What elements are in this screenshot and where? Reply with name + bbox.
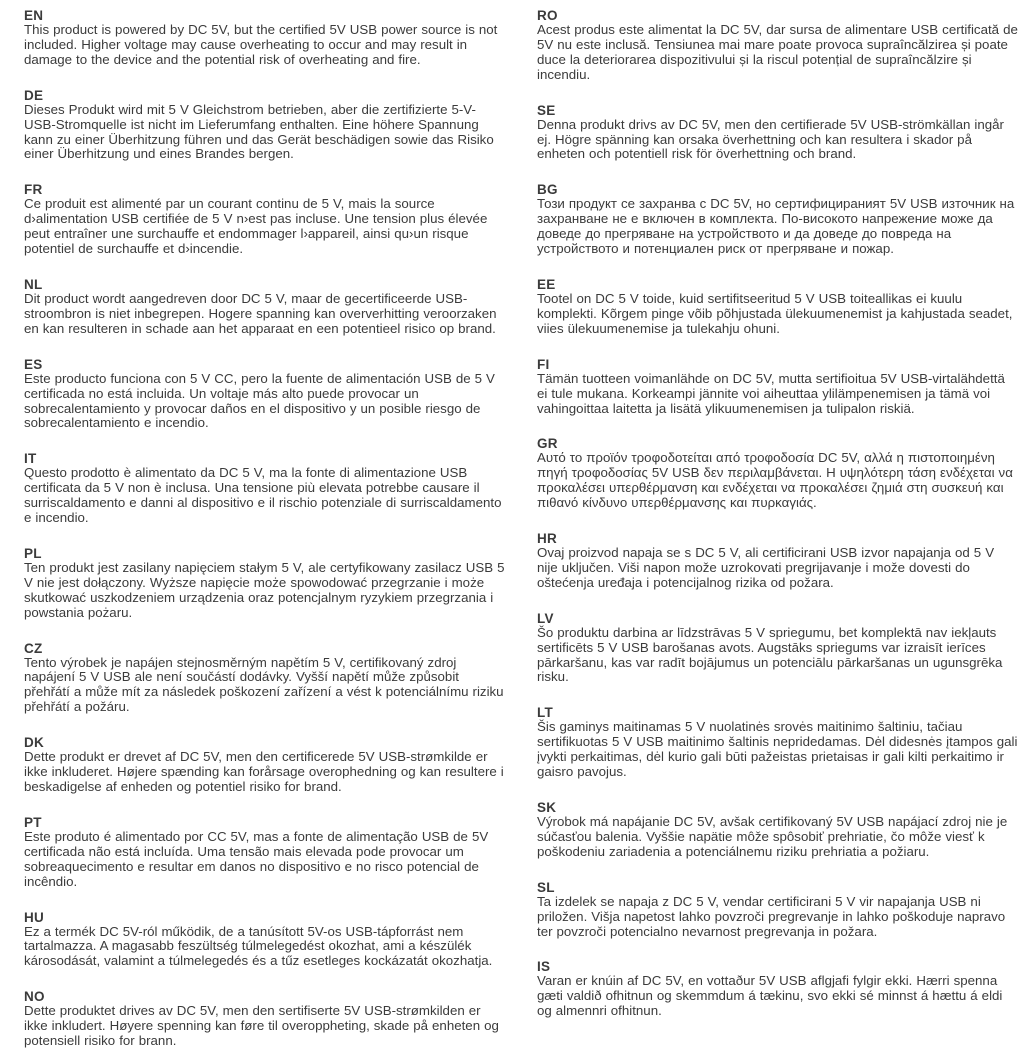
language-warning-text: This product is powered by DC 5V, but the certified 5V USB power source is not included. Higher voltage may cause overheating to occur and may result in damage to the device and the potential risk of overheating and fire. — [24, 22, 498, 67]
language-section-it — [24, 451, 505, 526]
language-section-pt — [24, 815, 505, 890]
language-code-label: SE — [537, 102, 556, 118]
language-code-label: GR — [537, 436, 558, 452]
language-warning-text: Dit product wordt aangedreven door DC 5 V, maar de gecertificeerde USB-stroombron is niet inbegrepen. Hogere spanning kan oververhitting veroorzaken en kan resulteren in schade aan het apparaat en een potentieel risico op brand. — [24, 290, 497, 336]
language-section-sl — [537, 880, 1018, 940]
language-section-lt — [537, 705, 1018, 780]
language-code-label: BG — [537, 182, 558, 198]
language-code-label: IS — [537, 959, 551, 975]
language-section-dk — [24, 735, 505, 795]
language-section-en — [24, 8, 505, 68]
language-section-pl — [24, 546, 505, 621]
language-warning-text: Este producto funciona con 5 V CC, pero la fuente de alimentación USB de 5 V certificada no está incluida. Un voltaje más alto puede provocar un sobrecalentamiento y provocar daños en el dispositivo y un posible riesgo de sobrecalentamiento e incendio. — [24, 370, 495, 431]
language-warning-text: Denna produkt drivs av DC 5V, men den certifierade 5V USB-strömkällan ingår ej. Högre spänning kan orsaka överhettning och kan resultera i skador på enheten och potentiell risk för överhettning och brand. — [537, 116, 1004, 162]
language-code-label: HR — [537, 531, 557, 547]
language-code-label: LV — [537, 610, 554, 626]
language-warning-text: Αυτό το προϊόν τροφοδοτείται από τροφοδοσία DC 5V, αλλά η πιστοποιημένη πηγή τροφοδοσίας 5V USB δεν περιλαμβάνεται. Η υψηλότερη τάση ενδέχεται να προκαλέσει υπερθέρμανση και ενδέχεται να προκαλέσει ζημιά στη συσκευή και πιθανό κίνδυνο υπερθέρμανσης και πυρκαγιάς. — [537, 450, 1013, 511]
language-code-label: SL — [537, 879, 555, 895]
language-code-label: PT — [24, 814, 42, 830]
language-section-de — [24, 88, 505, 163]
language-warning-text: Dette produkt er drevet af DC 5V, men den certificerede 5V USB-strømkilde er ikke inkluderet. Højere spænding kan forårsage overophedning og kan resultere i beskadigelse af enheden og potentiel risiko for brand. — [24, 749, 504, 794]
language-warning-text: Questo prodotto è alimentato da DC 5 V, ma la fonte di alimentazione USB certificata da 5 V non è inclusa. Una tensione più elevata potrebbe causare il surriscaldamento e danni al dispositivo e il rischio potenziale di surriscaldamento e incendio. — [24, 465, 502, 526]
language-section-is — [537, 959, 1018, 1019]
language-code-label: RO — [537, 8, 558, 23]
language-warning-text: Šo produktu darbina ar līdzstrāvas 5 V spriegumu, bet komplektā nav iekļauts sertificēts 5 V USB barošanas avots. Augstāks spriegums var izraisīt ierīces pārkaršanu, kas var radīt bojājumus un potenciālu pārkaršanas un ugunsgrēka risku. — [537, 624, 1003, 685]
language-section-fi — [537, 357, 1018, 417]
language-code-label: DK — [24, 735, 44, 751]
language-code-label: FI — [537, 356, 550, 372]
language-code-label: IT — [24, 451, 37, 467]
language-code-label: NL — [24, 276, 43, 292]
language-warning-text: Výrobok má napájanie DC 5V, avšak certifikovaný 5V USB napájací zdroj nie je súčasťou balenia. Vyššie napätie môže spôsobiť prehriatie, čo môže viesť k poškodeniu zariadenia a potenciálnemu riziku prehriatia a požiaru. — [537, 814, 1008, 859]
language-warning-text: Tämän tuotteen voimanlähde on DC 5V, mutta sertifioitua 5V USB-virtalähdettä ei tule mukana. Korkeampi jännite voi aiheuttaa ylilämpenemisen ja tämä voi vahingoittaa laitetta ja lisätä ylikuumenemisen ja tulipalon riskiä. — [537, 370, 1005, 416]
language-section-fr — [24, 182, 505, 257]
language-section-lv — [537, 611, 1018, 686]
language-warning-text: Tootel on DC 5 V toide, kuid sertifitseeritud 5 V USB toiteallikas ei kuulu komplekti. Kõrgem pinge võib põhjustada ülekuumenemist ja kahjustada seadet, viies ülekuumenemise ja tulekahju ohuni. — [537, 290, 1013, 336]
language-warning-text: Ovaj proizvod napaja se s DC 5 V, ali certificirani USB izvor napajanja od 5 V nije uključen. Viši napon može uzrokovati pregrijavanje i može dovesti do oštećenja uređaja i potencijalnog rizika od požara. — [537, 545, 995, 590]
language-code-label: PL — [24, 545, 42, 561]
right-column — [537, 8, 1018, 1019]
language-section-ee — [537, 277, 1018, 337]
language-code-label: ES — [24, 356, 43, 372]
language-section-sk — [537, 800, 1018, 860]
language-section-no — [24, 989, 505, 1049]
language-code-label: NO — [24, 989, 45, 1005]
language-code-label: LT — [537, 705, 553, 721]
language-section-ro — [537, 8, 1018, 83]
language-warning-text: Ta izdelek se napaja z DC 5 V, vendar certificirani 5 V vir napajanja USB ni priložen. Višja napetost lahko povzroči pregrevanje in lahko poškoduje napravo ter povzroči potencialno nevarnost pregrevanja in požara. — [537, 893, 1006, 939]
language-warning-text: Tento výrobek je napájen stejnosměrným napětím 5 V, certifikovaný zdroj napájení 5 V USB ale není součástí dodávky. Vyšší napětí může způsobit přehřátí a může mít za následek poškození zařízení a vést k potenciálnímu riziku přehřátí a požáru. — [24, 654, 504, 715]
language-section-hr — [537, 531, 1018, 591]
language-warning-text: Dette produktet drives av DC 5V, men den sertifiserte 5V USB-strømkilden er ikke inkludert. Høyere spenning kan føre til overoppheting, skade på enheten og potensiell risiko for brann. — [24, 1003, 499, 1049]
language-warning-text: Dieses Produkt wird mit 5 V Gleichstrom betrieben, aber die zertifizierte 5-V-USB-Stromquelle ist nicht im Lieferumfang enthalten. Eine höhere Spannung kann zu einer Überhitzung führen und das Gerät beschädigen sowie das Risiko einer Überhitzung und eines Brandes bergen. — [24, 101, 494, 162]
language-warning-text: Este produto é alimentado por CC 5V, mas a fonte de alimentação USB de 5V certificada não está incluída. Uma tensão mais elevada pode provocar um sobreaquecimento e resultar em danos no dispositivo e no risco potencial de incêndio. — [24, 828, 489, 889]
language-section-nl — [24, 277, 505, 337]
language-warning-text: Šis gaminys maitinamas 5 V nuolatinės srovės maitinimo šaltiniu, tačiau sertifikuotas 5 V USB maitinimo šaltinis nepridedamas. Dėl didesnės įtampos gali įvykti perkaitimas, dėl kurio gali būti pažeistas prietaisas ir gali kilti perkaitimo ir gaisro pavojus. — [537, 719, 1018, 780]
language-warning-text: Ce produit est alimenté par un courant continu de 5 V, mais la source d›alimentation USB certifiée de 5 V n›est pas incluse. Une tension plus élevée peut entraîner une surchauffe et endommager l›appareil, ainsi qu›un risque potentiel de surchauffe et d›incendie. — [24, 196, 488, 257]
language-section-hu — [24, 910, 505, 970]
language-code-label: HU — [24, 909, 44, 925]
language-code-label: EE — [537, 276, 556, 292]
language-section-bg — [537, 182, 1018, 257]
language-code-label: CZ — [24, 640, 43, 656]
language-warning-text: Acest produs este alimentat la DC 5V, dar sursa de alimentare USB certificată de 5V nu este inclusă. Tensiunea mai mare poate provoca supraîncălzirea și poate duce la deteriorarea dispozitivului și la riscul potențial de supraîncălzire și incendiu. — [537, 22, 1018, 82]
language-warning-text: Ten produkt jest zasilany napięciem stałym 5 V, ale certyfikowany zasilacz USB 5 V nie jest dołączony. Wyższe napięcie może spowodować przegrzanie i może skutkować uszkodzeniem urządzenia oraz potencjalnym ryzykiem przegrzania i powstania pożaru. — [24, 559, 505, 620]
language-code-label: EN — [24, 8, 44, 23]
left-column — [24, 8, 505, 1049]
language-section-gr — [537, 436, 1018, 511]
language-section-es — [24, 357, 505, 432]
language-warning-text: Varan er knúin af DC 5V, en vottaður 5V USB aflgjafi fylgir ekki. Hærri spenna gæti valdið ofhitnun og skemmdum á tækinu, svo ekki sé minnst á hættu á eldi og almennri ofhitnun. — [537, 973, 1003, 1019]
language-code-label: FR — [24, 182, 43, 198]
language-warning-text: Този продукт се захранва с DC 5V, но сертифицираният 5V USB източник на захранване не е включен в комплекта. По-високото напрежение може да доведе до прегряване на устройството и да доведе до повреда на устройството и потенциален риск от прегряване и пожар. — [537, 196, 1015, 257]
language-warning-text: Ez a termék DC 5V-ról működik, de a tanúsított 5V-os USB-tápforrást nem tartalmazza. A magasabb feszültség túlmelegedést okozhat, ami a készülék károsodását, valamint a túlmelegedés és a tűz esetleges kockázatát okozhatja. — [24, 923, 493, 969]
language-section-cz — [24, 641, 505, 716]
language-code-label: DE — [24, 87, 44, 103]
language-code-label: SK — [537, 800, 557, 815]
language-section-se — [537, 103, 1018, 163]
